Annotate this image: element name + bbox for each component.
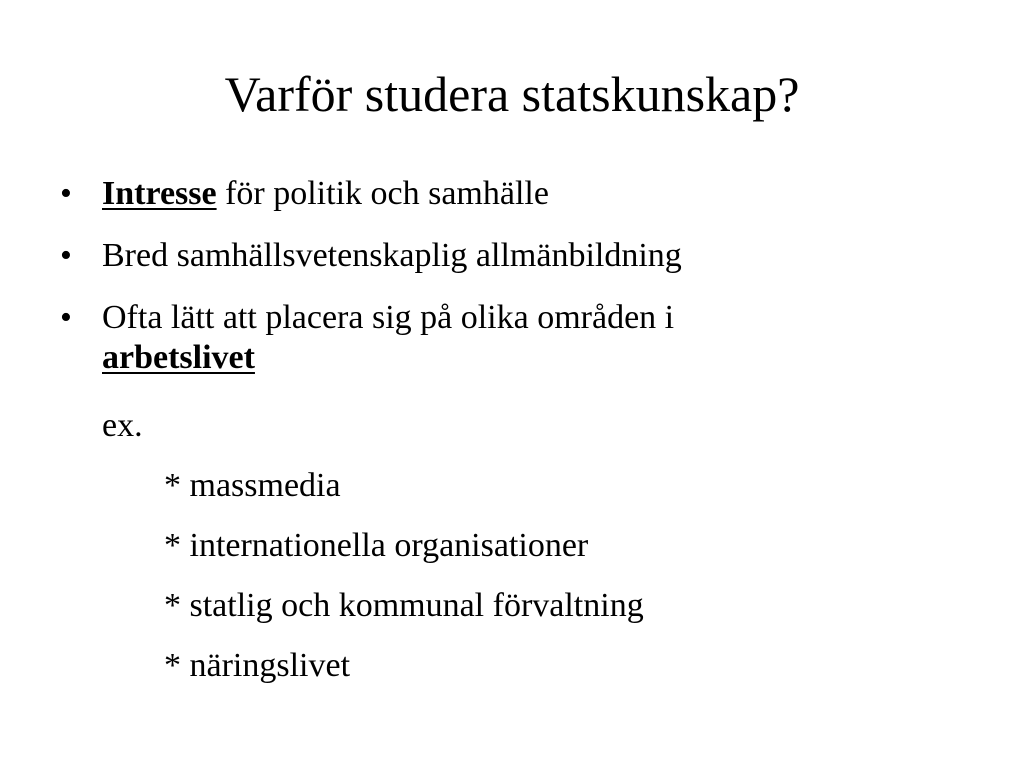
bullet-text: Bred samhällsvetenskaplig allmänbildning xyxy=(102,237,682,274)
bullet-item-allmanbildning xyxy=(60,236,920,276)
bullet-text-line2 xyxy=(102,338,922,378)
example-label: ex. xyxy=(102,407,143,444)
bullet-item-intresse xyxy=(60,174,920,214)
example-item-massmedia: * massmedia xyxy=(164,467,341,504)
bullet-text-line1: Ofta lätt att placera sig på olika områden i xyxy=(102,299,675,336)
bullet-text-rest: för politik och samhälle xyxy=(216,175,549,212)
bullet-text xyxy=(102,174,922,214)
example-item-forvaltning: * statlig och kommunal förvaltning xyxy=(164,587,644,624)
emphasis-arbetslivet: arbetslivet xyxy=(102,339,255,376)
bullet-item-arbetslivet xyxy=(60,298,920,378)
example-item-naringslivet: * näringslivet xyxy=(164,647,351,684)
example-item-organisationer: * internationella organisationer xyxy=(164,527,589,564)
bullet-marker: • xyxy=(60,175,72,212)
slide-title: Varför studera statskunskap? xyxy=(224,66,800,122)
emphasis-intresse: Intresse xyxy=(102,175,217,212)
bullet-text xyxy=(102,298,922,378)
bullet-marker: • xyxy=(60,299,72,336)
bullet-marker: • xyxy=(60,237,72,274)
